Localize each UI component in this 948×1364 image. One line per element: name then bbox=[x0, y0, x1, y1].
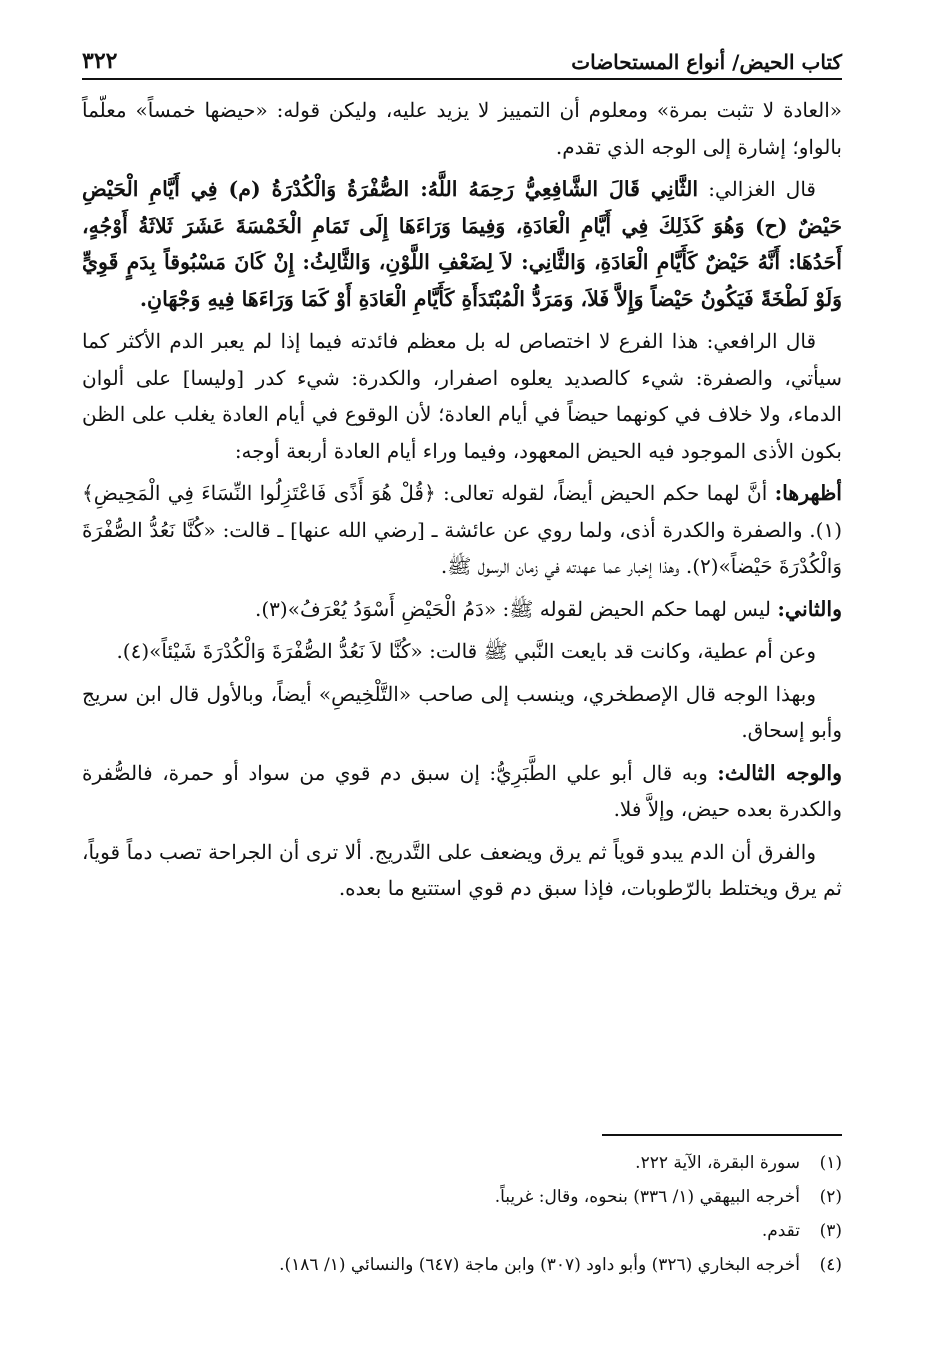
paragraph-first-view bbox=[82, 475, 842, 585]
footnote-text: تقدم. bbox=[761, 1221, 800, 1241]
footnote-text: سورة البقرة، الآية ٢٢٢. bbox=[635, 1153, 800, 1173]
page-header bbox=[82, 30, 842, 80]
footnotes-divider bbox=[602, 1134, 842, 1136]
paragraph-text: وبه قال أبو علي الطَّبَرِيُّ: إن سبق دم قوي من سواد أو حمرة، فالصُّفرة والكدرة بعده حيض، وإلاَّ فلا. bbox=[82, 760, 842, 821]
footnote bbox=[82, 1248, 842, 1282]
paragraph-text: والفرق أن الدم يبدو قوياً ثم يرق ويضعف على التَّدريج. ألا ترى أن الجراحة تصب دماً قوياً، ثم يرق ويختلط بالرّطوبات، فإذا سبق دم قوي استتبع ما بعده. bbox=[82, 839, 842, 900]
paragraph-text: «العادة لا تثبت بمرة» ومعلوم أن التمييز لا يزيد عليه، وليكن قوله: «حيضها خمساً» معلّماً بالواو؛ إشارة إلى الوجه الذي تقدم. bbox=[82, 98, 842, 159]
paragraph-istakhri bbox=[82, 676, 842, 749]
paragraph-text: قال الرافعي: هذا الفرع لا اختصاص له بل معظم فائدته فيما إذا لم يعبر الدم الأكثر كما سيأتي، والصفرة: شيء كالصديد يعلوه اصفرار، والكدرة: شيء كدر [وليسا] على ألوان الدماء، ولا خلاف في كونهما حيضاً في أيام العادة؛ لأن الوقوع في أيام العادة يغلب على الظن بكون الأذى الموجود فيه الحيض المعهود، وفيما وراء أيام العادة أربعة أوجه: bbox=[82, 329, 842, 463]
paragraph-text: وبهذا الوجه قال الإصطخري، وينسب إلى صاحب «التَّلْخِيصِ» أيضاً، وبالأول قال ابن سريج وأبو إسحاق. bbox=[82, 681, 842, 742]
paragraph-intro: قال الغزالي: bbox=[708, 177, 816, 201]
paragraph-continuation bbox=[82, 92, 842, 165]
footnote-number: (٢) bbox=[819, 1187, 842, 1207]
paragraph-text: أنَّ لهما حكم الحيض أيضاً، لقوله تعالى: ﴿قُلْ هُوَ أَذًى فَاعْتَزِلُوا النِّسَاءَ فِي الْمَحِيضِ﴾(١). والصفرة والكدرة أذى، ولما روي عن عائشة ـ [رضي الله عنها] ـ قالت: «كُنَّا نَعُدُّ الصُّفْرَةَ وَالْكُدْرَةَ حَيْضاً»(٢). وهذا إخبار عما عهدته في زمان الرسول ﷺ. bbox=[82, 481, 842, 578]
page-number: ٣٢٢ bbox=[82, 48, 118, 74]
running-title: كتاب الحيض/ أنواع المستحاضات bbox=[571, 50, 842, 74]
paragraph-difference bbox=[82, 834, 842, 907]
footnote-number: (٤) bbox=[819, 1255, 842, 1275]
footnotes bbox=[82, 1146, 842, 1282]
footnote bbox=[82, 1146, 842, 1180]
paragraph-umm-atiyya bbox=[82, 633, 842, 670]
paragraph-ghazali-quote bbox=[82, 171, 842, 317]
paragraph-rafii bbox=[82, 323, 842, 469]
footnote bbox=[82, 1214, 842, 1248]
book-page bbox=[82, 30, 842, 1350]
page-body bbox=[82, 92, 842, 907]
paragraph-intro: أظهرها: bbox=[774, 481, 843, 505]
footnote-text: أخرجه البخاري (٣٢٦) وأبو داود (٣٠٧) وابن ماجة (٦٤٧) والنسائي (١/ ١٨٦). bbox=[279, 1255, 800, 1275]
ghazali-text: الثَّانِي قَالَ الشَّافِعِيُّ رَحِمَهُ اللَّهُ: الصُّفْرَةُ وَالْكُدْرَةُ (م) فِي أَيَّامِ الْحَيْضِ حَيْضٌ (ح) وَهُوَ كَذَلِكَ فِي أَيَّامِ الْعَادَةِ، وَفِيمَا وَرَاءَهَا إِلَى تَمَامِ الْخَمْسَةَ عَشَرَ ثَلاثَةُ أَوْجُهٍ، أَحَدُهَا: أَنَّهُ حَيْضٌ كَأَيَّامِ الْعَادَةِ، وَالثَّانِي: لاَ لِضَعْفِ اللَّوْنِ، وَالثَّالِثُ: إِنْ كَانَ مَسْبُوقاً بِدَمٍ قَوِيٍّ وَلَوْ لَطْخَةً فَيَكُونُ حَيْضاً وَإِلاَّ فَلاَ، وَمَرَدُّ الْمُبْتَدَأَةِ كَأَيَّامِ الْعَادَةِ أَوْ كَمَا وَرَاءَهَا فِيهِ وَجْهَانِ. bbox=[82, 177, 842, 311]
footnote-number: (٣) bbox=[819, 1221, 842, 1241]
footnote bbox=[82, 1180, 842, 1214]
footnote-text: أخرجه البيهقي (١/ ٣٣٦) بنحوه، وقال: غريباً. bbox=[494, 1187, 800, 1207]
paragraph-text: وعن أم عطية، وكانت قد بايعت النَّبي ﷺ قالت: «كُنَّا لاَ نَعُدُّ الصُّفْرَةَ وَالْكُدْرَةَ شَيْئاً»(٤). bbox=[116, 639, 816, 663]
paragraph-intro: والثاني: bbox=[777, 596, 842, 621]
paragraph-second-view bbox=[82, 591, 842, 628]
paragraph-third-view bbox=[82, 755, 842, 828]
paragraph-text: ليس لهما حكم الحيض لقوله ﷺ: «دَمُ الْحَيْضِ أَسْوَدُ يُعْرَفُ»(٣). bbox=[254, 596, 771, 621]
paragraph-intro: والوجه الثالث: bbox=[717, 760, 842, 785]
footnote-number: (١) bbox=[819, 1153, 842, 1173]
